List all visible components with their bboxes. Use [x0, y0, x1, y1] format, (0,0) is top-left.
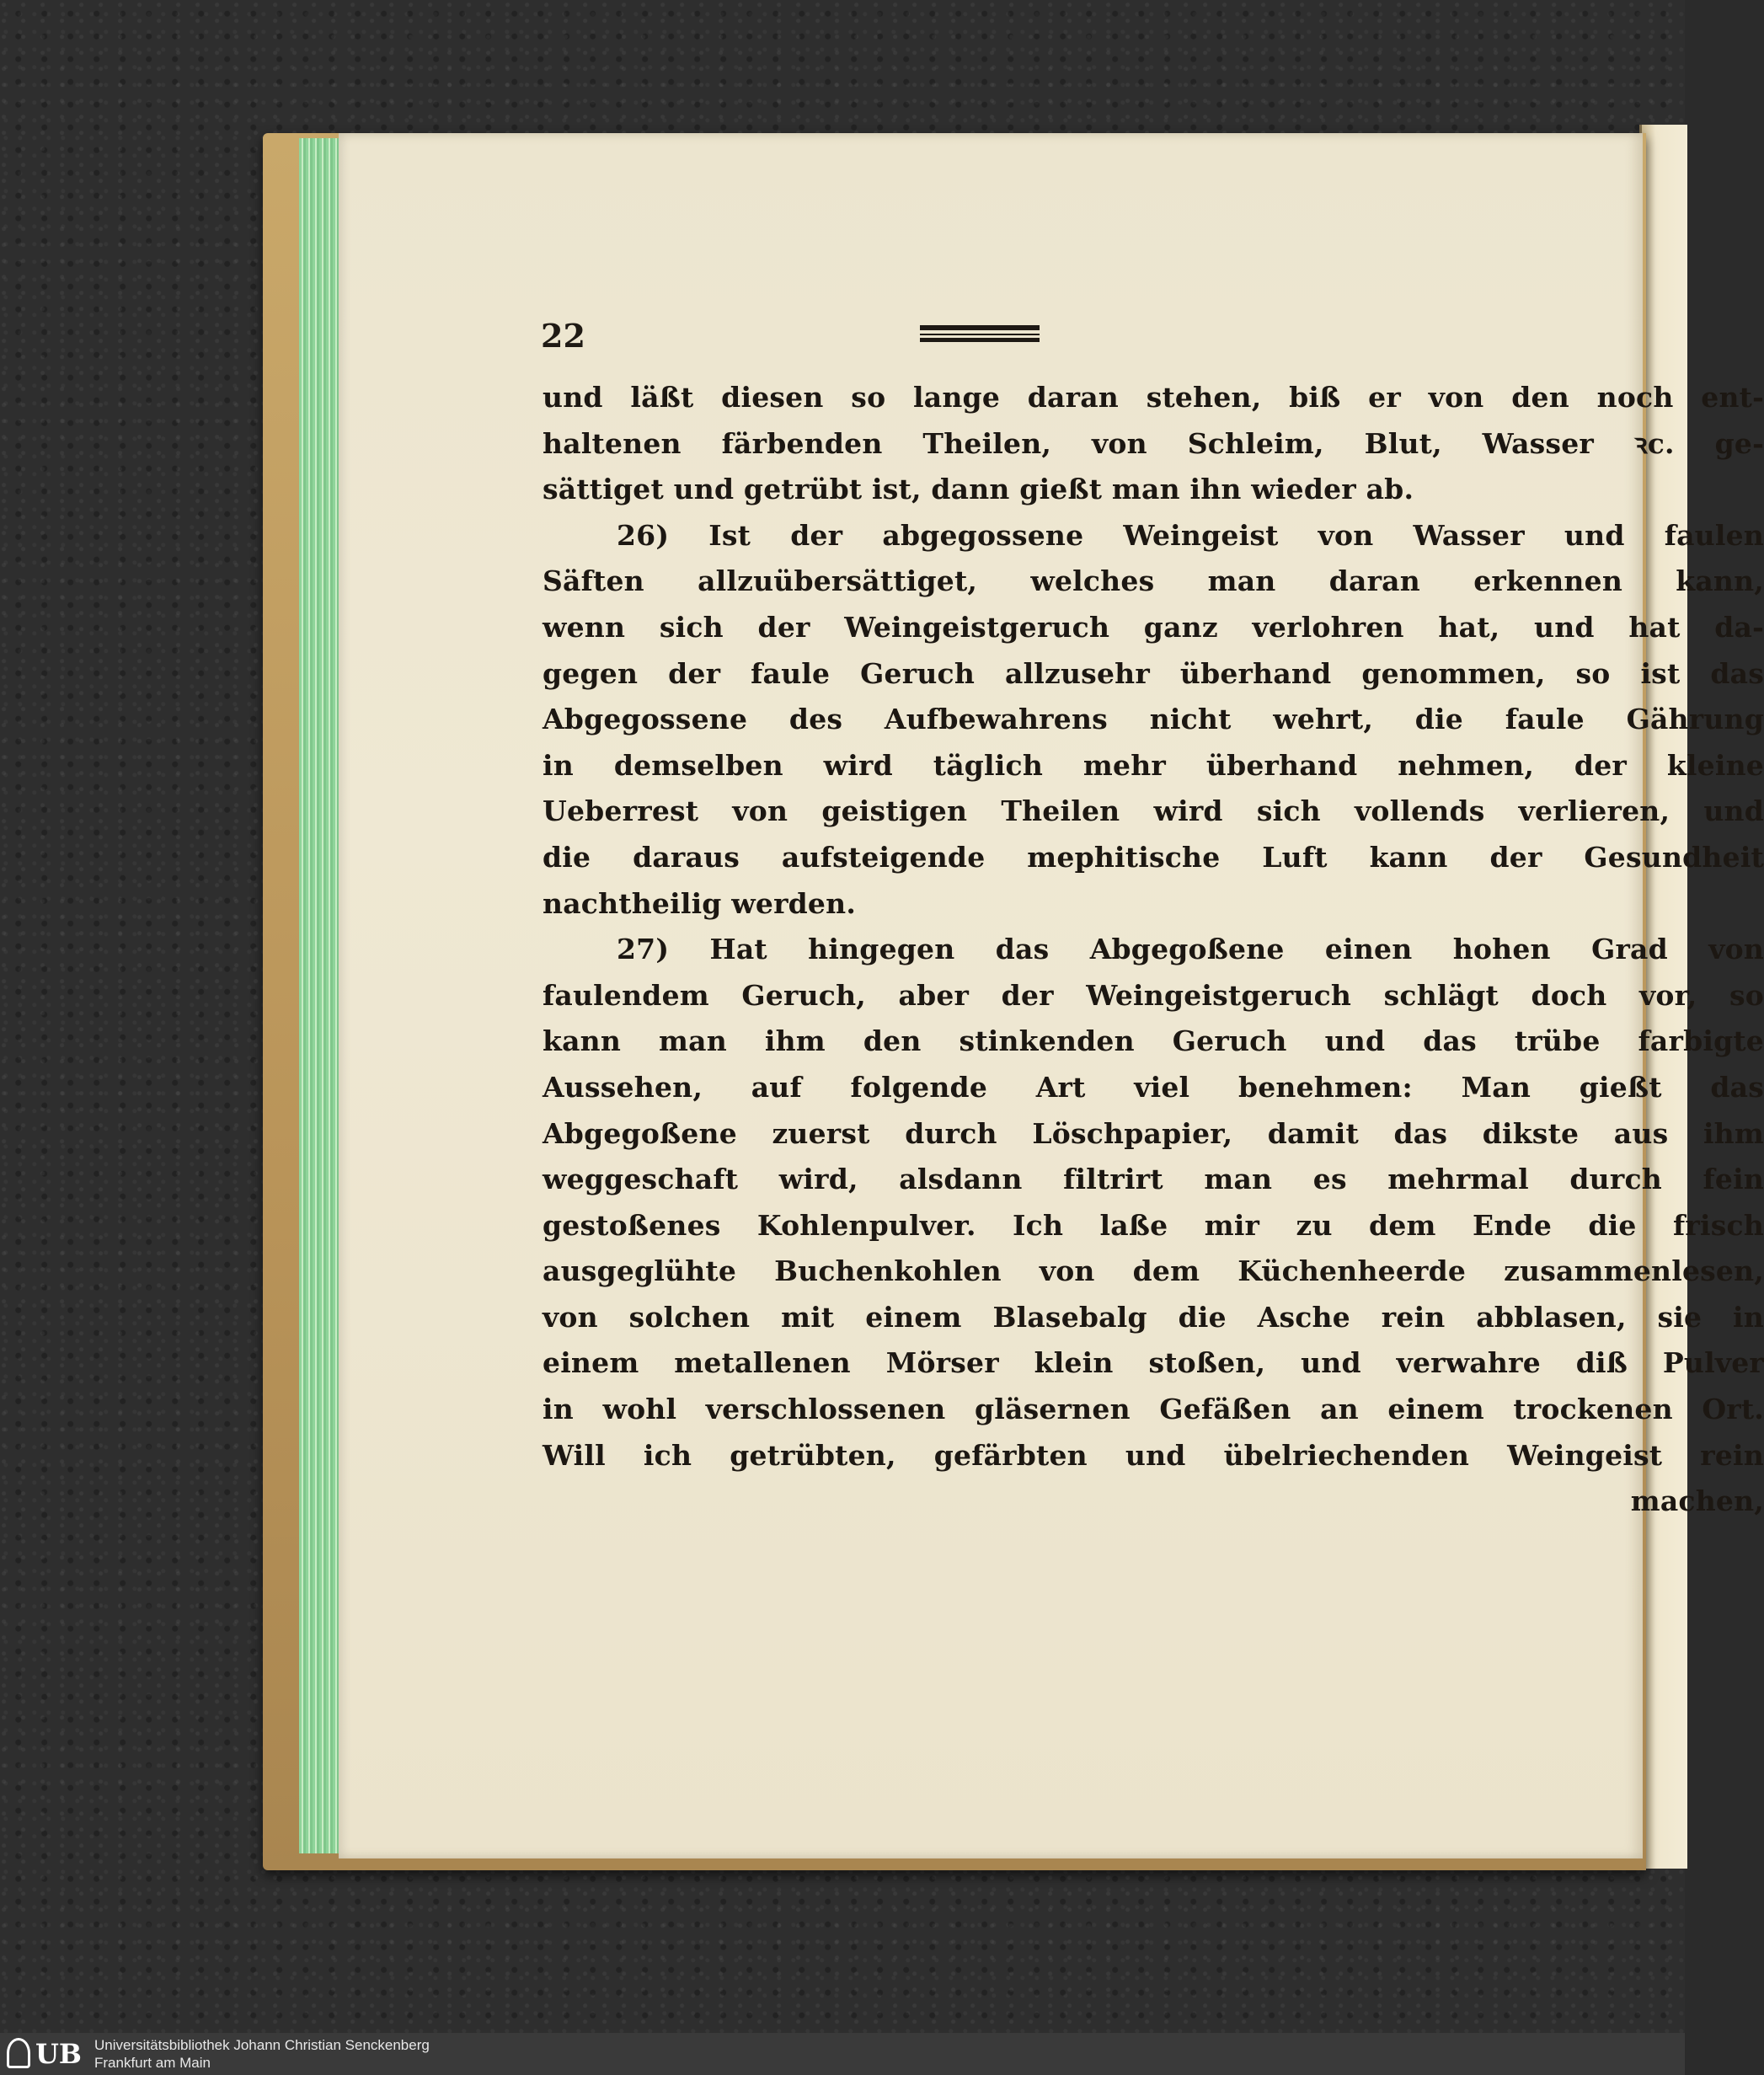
text-line: einem metallenen Mörser klein stoßen, und verwahre diß Pulver: [543, 1346, 1764, 1380]
text-line: und läßt diesen so lange daran stehen, biß er von den noch ent-: [543, 381, 1764, 414]
text-line: ausgeglühte Buchenkohlen von dem Küchenheerde zusammenlesen,: [543, 1254, 1764, 1288]
library-name: Universitätsbibliothek Johann Christian Senckenberg: [94, 2037, 430, 2053]
page-number: 22: [541, 317, 585, 355]
ub-logo[interactable]: [7, 2038, 91, 2070]
page-text: [543, 375, 1764, 1525]
catchword: machen,: [1630, 1484, 1764, 1518]
text-line: von solchen mit einem Blasebalg die Asche rein abblasen, sie in: [543, 1300, 1764, 1334]
text-line: in wohl verschlossenen gläsernen Gefäßen an einem trockenen Ort.: [543, 1393, 1764, 1426]
book-page: [339, 133, 1764, 1858]
text-line: Abgegoßene zuerst durch Löschpapier, damit das dikste aus ihm: [543, 1116, 1764, 1150]
text-line: kann man ihm den stinkenden Geruch und das trübe farbigte: [543, 1024, 1764, 1058]
text-line: Aussehen, auf folgende Art viel benehmen: Man gießt das: [543, 1070, 1764, 1104]
text-line: wenn sich der Weingeistgeruch ganz verlohren hat, und hat da-: [543, 610, 1764, 644]
text-line: in demselben wird täglich mehr überhand nehmen, der kleine: [543, 748, 1764, 782]
text-line: 27) Hat hingegen das Abgegoßene einen hohen Grad von: [617, 933, 1764, 966]
library-credit: [94, 2036, 430, 2072]
text-line: gestoßenes Kohlenpulver. Ich laße mir zu dem Ende die frisch: [543, 1208, 1764, 1242]
text-line: 26) Ist der abgegossene Weingeist von Wasser und faulen: [617, 518, 1764, 552]
library-city: Frankfurt am Main: [94, 2055, 211, 2071]
text-line: die daraus aufsteigende mephitische Luft kann der Gesundheit: [543, 840, 1764, 874]
text-line: faulendem Geruch, aber der Weingeistgeruch schlägt doch vor, so: [543, 978, 1764, 1012]
text-line: haltenen färbenden Theilen, von Schleim, Blut, Wasser ꝛc. ge-: [543, 426, 1764, 460]
text-line: nachtheilig werden.: [543, 886, 857, 920]
text-line: Will ich getrübten, gefärbten und übelriechenden Weingeist rein: [543, 1438, 1764, 1472]
page-edges: [299, 138, 341, 1853]
text-line: sättiget und getrübt ist, dann gießt man ihn wieder ab.: [543, 473, 1414, 506]
text-line: Säften allzuübersättiget, welches man daran erkennen kann,: [543, 564, 1764, 598]
text-line: weggeschaft wird, alsdann filtrirt man es mehrmal durch fein: [543, 1163, 1764, 1196]
text-line: gegen der faule Geruch allzusehr überhand genommen, so ist das: [543, 656, 1764, 690]
text-line: Ueberrest von geistigen Theilen wird sich vollends verlieren, und: [543, 794, 1764, 828]
library-footer: [0, 2033, 1685, 2075]
ub-logo-text: UB: [35, 2038, 82, 2070]
ub-logo-icon: [7, 2038, 30, 2068]
text-line: Abgegossene des Aufbewahrens nicht wehrt, die faule Gährung: [543, 703, 1764, 736]
header-rule: [920, 325, 1040, 344]
